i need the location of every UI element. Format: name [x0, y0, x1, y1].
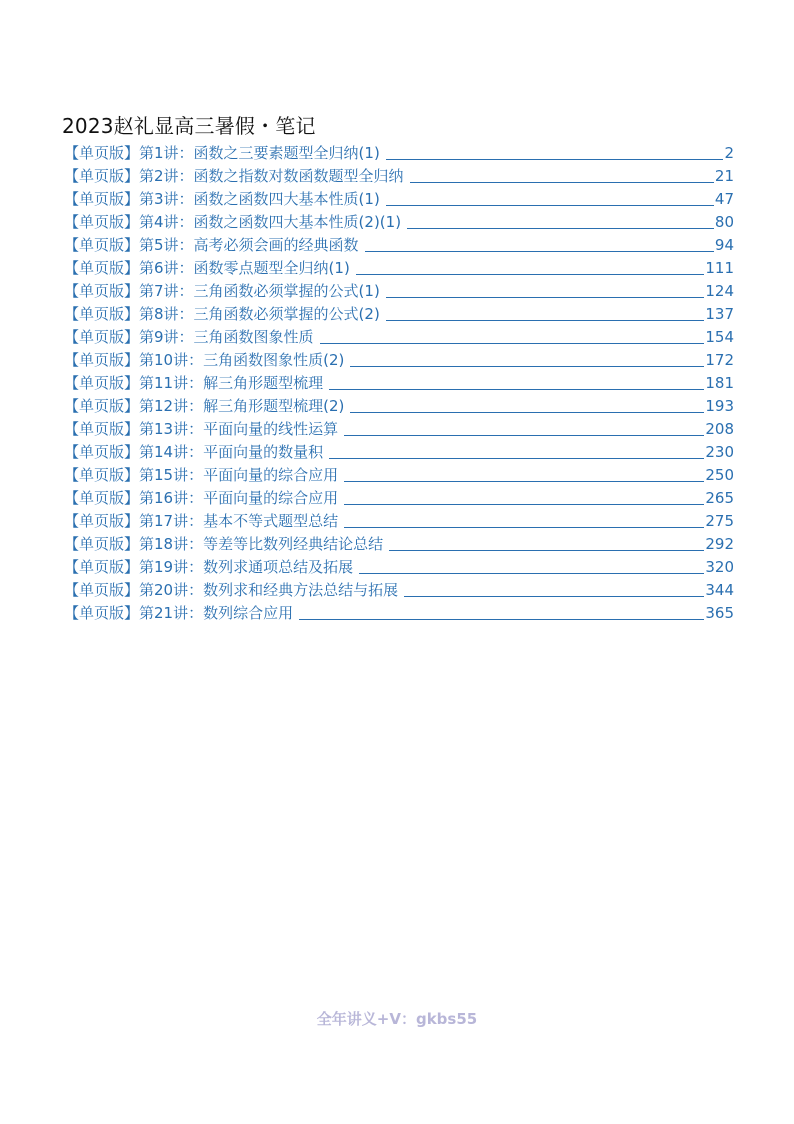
toc-page-number: 181 — [705, 374, 734, 392]
toc-page-number: 193 — [705, 397, 734, 415]
toc-entry-label: 【单页版】第4讲：函数之函数四大基本性质(2)(1) — [64, 213, 402, 231]
toc-page-number: 320 — [705, 558, 734, 576]
toc-entry[interactable] — [64, 531, 734, 554]
toc-leader-line — [329, 458, 704, 459]
toc-leader-line — [329, 389, 704, 390]
toc-page-number: 47 — [714, 190, 734, 208]
toc-entry-label: 【单页版】第12讲：解三角形题型梳理(2) — [64, 397, 345, 415]
toc-leader-line — [299, 619, 704, 620]
toc-entry[interactable] — [64, 347, 734, 370]
toc-entry[interactable] — [64, 186, 734, 209]
toc-page-number: 230 — [705, 443, 734, 461]
document-title: 2023赵礼显高三暑假・笔记 — [62, 114, 316, 138]
toc-leader-line — [404, 596, 704, 597]
toc-entry[interactable] — [64, 485, 734, 508]
toc-entry[interactable] — [64, 508, 734, 531]
toc-entry-label: 【单页版】第20讲：数列求和经典方法总结与拓展 — [64, 581, 399, 599]
toc-entry[interactable] — [64, 600, 734, 623]
toc-page-number: 21 — [714, 167, 734, 185]
toc-page-number: 124 — [705, 282, 734, 300]
toc-entry-label: 【单页版】第7讲：三角函数必须掌握的公式(1) — [64, 282, 380, 300]
toc-leader-line — [386, 320, 705, 321]
table-of-contents — [64, 140, 734, 623]
toc-leader-line — [350, 366, 704, 367]
toc-leader-line — [344, 527, 704, 528]
toc-entry[interactable] — [64, 554, 734, 577]
toc-page-number: 344 — [705, 581, 734, 599]
toc-page-number: 80 — [714, 213, 734, 231]
toc-entry[interactable] — [64, 439, 734, 462]
toc-leader-line — [407, 228, 714, 229]
toc-entry[interactable] — [64, 163, 734, 186]
toc-entry-label: 【单页版】第21讲：数列综合应用 — [64, 604, 294, 622]
toc-entry-label: 【单页版】第6讲：函数零点题型全归纳(1) — [64, 259, 350, 277]
toc-entry[interactable] — [64, 577, 734, 600]
toc-leader-line — [386, 205, 714, 206]
toc-leader-line — [386, 297, 705, 298]
toc-page-number: 292 — [705, 535, 734, 553]
watermark-text: 全年讲义+V：gkbs55 — [316, 1010, 478, 1028]
toc-entry-label: 【单页版】第9讲：三角函数图象性质 — [64, 328, 314, 346]
toc-entry-label: 【单页版】第19讲：数列求通项总结及拓展 — [64, 558, 354, 576]
toc-leader-line — [356, 274, 705, 275]
toc-page-number: 265 — [705, 489, 734, 507]
toc-entry-label: 【单页版】第3讲：函数之函数四大基本性质(1) — [64, 190, 380, 208]
toc-leader-line — [386, 159, 724, 160]
toc-entry[interactable] — [64, 301, 734, 324]
toc-page-number: 250 — [705, 466, 734, 484]
toc-entry-label: 【单页版】第5讲：高考必须会画的经典函数 — [64, 236, 359, 254]
toc-page-number: 154 — [705, 328, 734, 346]
toc-page-number: 94 — [714, 236, 734, 254]
toc-entry[interactable] — [64, 370, 734, 393]
toc-entry-label: 【单页版】第1讲：函数之三要素题型全归纳(1) — [64, 144, 380, 162]
toc-entry[interactable] — [64, 462, 734, 485]
toc-page-number: 172 — [705, 351, 734, 369]
toc-page-number: 365 — [705, 604, 734, 622]
toc-page-number: 275 — [705, 512, 734, 530]
toc-leader-line — [389, 550, 704, 551]
toc-entry-label: 【单页版】第8讲：三角函数必须掌握的公式(2) — [64, 305, 380, 323]
toc-entry[interactable] — [64, 209, 734, 232]
toc-page-number: 208 — [705, 420, 734, 438]
toc-entry[interactable] — [64, 255, 734, 278]
toc-leader-line — [410, 182, 714, 183]
toc-entry[interactable] — [64, 416, 734, 439]
toc-leader-line — [344, 504, 704, 505]
toc-entry-label: 【单页版】第2讲：函数之指数对数函数题型全归纳 — [64, 167, 404, 185]
toc-leader-line — [359, 573, 704, 574]
toc-entry[interactable] — [64, 393, 734, 416]
toc-leader-line — [350, 412, 704, 413]
toc-entry[interactable] — [64, 278, 734, 301]
toc-entry-label: 【单页版】第13讲：平面向量的线性运算 — [64, 420, 339, 438]
toc-entry-label: 【单页版】第15讲：平面向量的综合应用 — [64, 466, 339, 484]
toc-entry[interactable] — [64, 232, 734, 255]
toc-leader-line — [344, 435, 704, 436]
toc-page-number: 111 — [705, 259, 734, 277]
toc-leader-line — [344, 481, 704, 482]
toc-leader-line — [365, 251, 714, 252]
toc-entry-label: 【单页版】第18讲：等差等比数列经典结论总结 — [64, 535, 384, 553]
toc-entry[interactable] — [64, 324, 734, 347]
toc-entry-label: 【单页版】第14讲：平面向量的数量积 — [64, 443, 324, 461]
toc-leader-line — [320, 343, 705, 344]
toc-page-number: 137 — [705, 305, 734, 323]
toc-entry-label: 【单页版】第11讲：解三角形题型梳理 — [64, 374, 324, 392]
toc-entry[interactable] — [64, 140, 734, 163]
toc-entry-label: 【单页版】第17讲：基本不等式题型总结 — [64, 512, 339, 530]
toc-page-number: 2 — [724, 144, 734, 162]
toc-entry-label: 【单页版】第16讲：平面向量的综合应用 — [64, 489, 339, 507]
toc-entry-label: 【单页版】第10讲：三角函数图象性质(2) — [64, 351, 345, 369]
